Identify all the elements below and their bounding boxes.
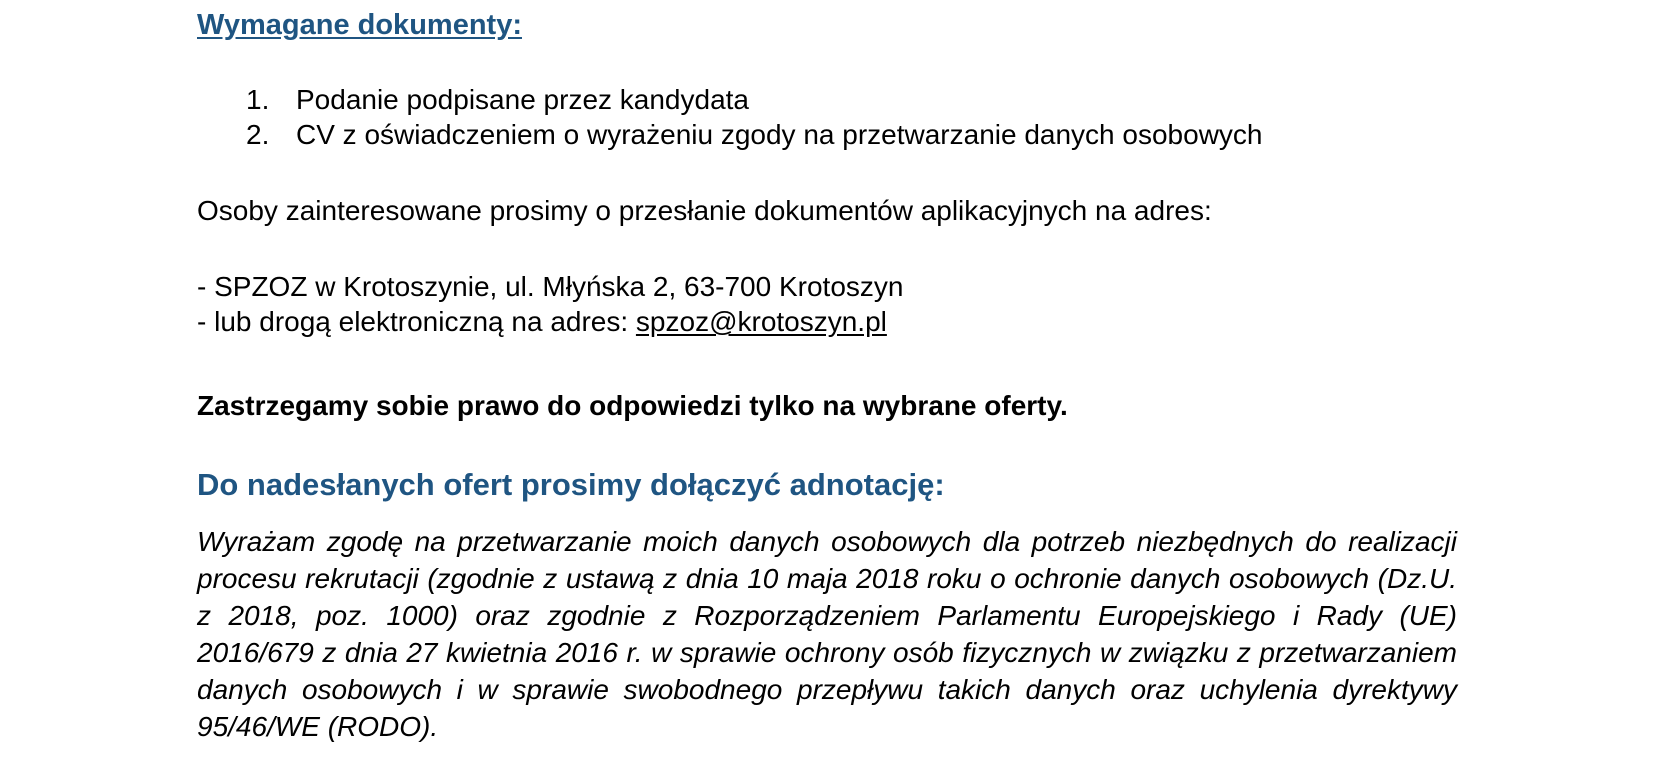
reservation-note: Zastrzegamy sobie prawo do odpowiedzi tylko na wybrane oferty. — [197, 390, 1068, 421]
postal-address-line: - SPZOZ w Krotoszynie, ul. Młyńska 2, 63-700 Krotoszyn — [197, 271, 904, 302]
annotation-heading: Do nadesłanych ofert prosimy dołączyć adnotację: — [197, 467, 945, 502]
email-link[interactable]: spzoz@krotoszyn.pl — [635, 306, 887, 337]
list-item-number: 1. — [246, 84, 270, 115]
list-item-text: Podanie podpisane przez kandydata — [296, 84, 750, 115]
consent-clause: Wyrażam zgodę na przetwarzanie moich danych osobowych dla potrzeb niezbędnych do realizacji procesu rekrutacji (zgodnie z ustawą z dnia 10 maja 2018 roku o ochronie danych osobowych (Dz.U. z 2018, poz. 1000) oraz zgodnie z Rozporządzeniem Parlamentu Europejskiego i Rady (UE) 2016/679 z dnia 27 kwietnia 2016 r. w sprawie ochrony osób fizycznych w związku z przetwarzaniem danych osobowych i w sprawie swobodnego przepływu takich danych oraz uchylenia dyrektywy 95/46/WE (RODO). — [197, 526, 1457, 742]
email-address-line — [197, 304, 903, 339]
application-instructions: Osoby zainteresowane prosimy o przesłanie dokumentów aplikacyjnych na adres: — [197, 195, 1212, 226]
required-documents-list — [246, 82, 1263, 152]
required-documents-heading: Wymagane dokumenty: — [197, 9, 522, 41]
address-block — [197, 269, 903, 339]
email-prefix: - lub drogą elektroniczną na adres: — [197, 306, 636, 337]
list-item — [246, 82, 1263, 117]
list-item — [246, 117, 1263, 152]
list-item-number: 2. — [246, 119, 270, 150]
list-item-text: CV z oświadczeniem o wyrażeniu zgody na przetwarzanie danych osobowych — [296, 119, 1263, 150]
